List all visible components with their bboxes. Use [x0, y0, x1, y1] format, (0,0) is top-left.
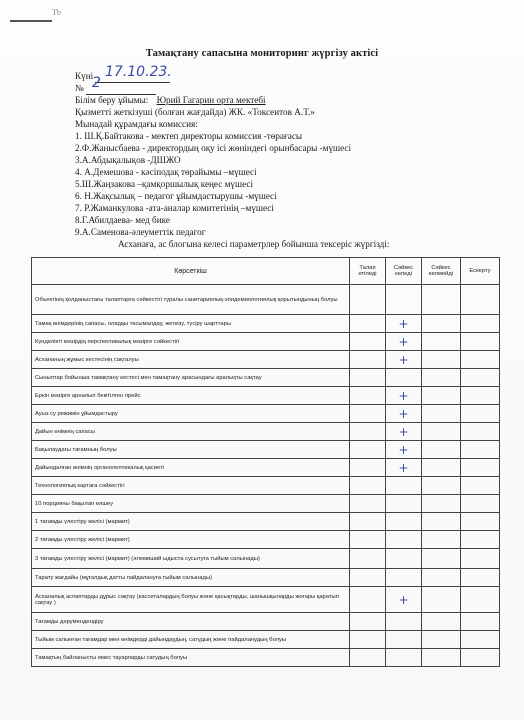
noncompliant-cell	[422, 649, 461, 667]
table-row	[32, 441, 500, 459]
member-9: 9.А.Саменова-әлеуметтік педагог	[75, 227, 206, 237]
required-cell	[350, 315, 386, 333]
table-row	[32, 649, 500, 667]
indicator-cell: 1 тағамды үлестіру желісі (мармит)	[32, 513, 350, 531]
note-cell	[461, 513, 500, 531]
date-line	[75, 71, 93, 82]
compliant-mark-cell	[386, 649, 422, 667]
required-cell	[350, 549, 386, 569]
indicator-cell: Тарату жағдайы (мұғалдық датты пайдалануға тыйым салынады)	[32, 569, 350, 587]
indicator-cell: Объектінің қолданыстағы талаптарға сәйкестігі туралы санитариялық-эпидемиологиялық қорытындының болуы	[32, 285, 350, 315]
required-cell	[350, 369, 386, 387]
table-row	[32, 631, 500, 649]
compliant-mark-cell: +	[386, 351, 422, 369]
required-cell	[350, 495, 386, 513]
compliant-mark-cell: +	[386, 315, 422, 333]
compliant-mark-cell: +	[386, 459, 422, 477]
note-cell	[461, 531, 500, 549]
required-cell	[350, 477, 386, 495]
noncompliant-cell	[422, 387, 461, 405]
required-cell	[350, 531, 386, 549]
required-cell	[350, 459, 386, 477]
noncompliant-cell	[422, 513, 461, 531]
number-value: 2	[92, 75, 101, 91]
indicator-cell: Сыныптар бойынша тамақтану кестесі мен тамақтану арасындағы аралықты сақтау	[32, 369, 350, 387]
compliant-mark-cell	[386, 369, 422, 387]
note-cell	[461, 405, 500, 423]
required-cell	[350, 351, 386, 369]
table-row	[32, 477, 500, 495]
note-cell	[461, 441, 500, 459]
noncompliant-cell	[422, 459, 461, 477]
compliant-mark-cell	[386, 549, 422, 569]
note-cell	[461, 351, 500, 369]
table-row	[32, 569, 500, 587]
noncompliant-cell	[422, 333, 461, 351]
indicator-cell: Тағамды дәрумендендіру	[32, 613, 350, 631]
indicator-cell: Дайындалған өнімнің органолептикалық қасиеті	[32, 459, 350, 477]
noncompliant-cell	[422, 477, 461, 495]
noncompliant-cell	[422, 405, 461, 423]
note-cell	[461, 315, 500, 333]
member-3: 3.А.Абдықалықов -ДШЖО	[75, 155, 181, 165]
compliant-mark-cell	[386, 477, 422, 495]
member-7: 7. Р.Жаманкулова -ата-аналар комитетінің –мүшесі	[75, 203, 274, 213]
member-2: 2.Ф.Жаныcбаева - директордың оқу ісі жөніндегі орынбасары -мүшесі	[75, 143, 352, 153]
table-row	[32, 333, 500, 351]
table-row	[32, 459, 500, 477]
header-note: Ескерту	[461, 258, 500, 285]
school-line	[75, 95, 266, 106]
note-cell	[461, 285, 500, 315]
required-cell	[350, 423, 386, 441]
school-value: Юрий Гагарин орта мектебі	[156, 95, 266, 105]
required-cell	[350, 631, 386, 649]
indicator-cell: Бақылаудағы тағамның болуы	[32, 441, 350, 459]
indicator-cell: 2 тағамды үлестіру желісі (мармит)	[32, 531, 350, 549]
date-underline	[95, 82, 170, 83]
supplier-line: Қызметті жеткізуші (болған жағдайда) ЖК. «Токсеитов А.Т.»	[75, 107, 315, 117]
date-label: Күні	[75, 71, 94, 81]
number-line	[75, 83, 84, 94]
table-row	[32, 285, 500, 315]
note-cell	[461, 495, 500, 513]
noncompliant-cell	[422, 285, 461, 315]
document-title: Тамақтану сапасына мониторинг жүргізу актісі	[145, 48, 379, 59]
table-row	[32, 405, 500, 423]
compliant-mark-cell	[386, 285, 422, 315]
compliant-mark-cell	[386, 531, 422, 549]
noncompliant-cell	[422, 613, 461, 631]
school-label: Білім беру ұйымы:	[75, 95, 149, 105]
indicator-cell: Еркін мәзірге арналып бекітілген прейс	[32, 387, 350, 405]
note-cell	[461, 649, 500, 667]
indicator-cell: Ауыз су режимін ұйымдастыру	[32, 405, 350, 423]
header-compliant: Сәйкес келеді	[386, 258, 422, 285]
indicator-cell: 3 тағамды үлестіру желісі (мармит) (әлемиший ыдыста сусытуға тыйым салынады)	[32, 549, 350, 569]
indicator-cell: Тамақ өнімдерінің сапасы, оларды тасымалдау, жеткізу, түсіру шарттары	[32, 315, 350, 333]
noncompliant-cell	[422, 351, 461, 369]
indicator-cell: Технологиялық картаға сәйкестігі	[32, 477, 350, 495]
compliant-mark-cell	[386, 513, 422, 531]
header-indicator: Көрсеткіш	[32, 258, 350, 285]
required-cell	[350, 513, 386, 531]
inspection-table	[31, 257, 500, 667]
number-label: №	[75, 83, 84, 93]
member-6: 6. Н.Жақсылық – педагог ұйымдастырушы -мүшесі	[75, 191, 277, 201]
corner-note: Tb	[52, 8, 61, 17]
noncompliant-cell	[422, 531, 461, 549]
required-cell	[350, 285, 386, 315]
corner-pen-mark	[10, 20, 52, 22]
note-cell	[461, 423, 500, 441]
indicator-cell: Асхананың жұмыс кестесінің сақталуы	[32, 351, 350, 369]
table-row	[32, 423, 500, 441]
note-cell	[461, 459, 500, 477]
noncompliant-cell	[422, 631, 461, 649]
note-cell	[461, 587, 500, 613]
member-4: 4. А.Демешова - кәсіподақ төрайымы –мүшесі	[75, 167, 257, 177]
note-cell	[461, 333, 500, 351]
note-cell	[461, 369, 500, 387]
closing-line: Асханаға, ас блогына келесі параметрлер бойынша тексеріс жүргізді:	[118, 239, 390, 249]
noncompliant-cell	[422, 369, 461, 387]
noncompliant-cell	[422, 495, 461, 513]
noncompliant-cell	[422, 549, 461, 569]
required-cell	[350, 613, 386, 631]
indicator-cell: Тамақтың байланысты емес тауарларды сатудың болуы	[32, 649, 350, 667]
member-8: 8.Г.Абилдаева- мед бике	[75, 215, 170, 225]
noncompliant-cell	[422, 441, 461, 459]
noncompliant-cell	[422, 423, 461, 441]
table-row	[32, 351, 500, 369]
required-cell	[350, 587, 386, 613]
table-row	[32, 531, 500, 549]
noncompliant-cell	[422, 587, 461, 613]
indicator-cell: 10 порцияны бақылап өлшеу	[32, 495, 350, 513]
required-cell	[350, 387, 386, 405]
required-cell	[350, 333, 386, 351]
table-row	[32, 369, 500, 387]
member-1: 1. Ш.Қ.Байтакова - мектеп директоры комиссия -төрағасы	[75, 131, 303, 141]
required-cell	[350, 405, 386, 423]
table-row	[32, 387, 500, 405]
compliant-mark-cell: +	[386, 333, 422, 351]
required-cell	[350, 569, 386, 587]
indicator-cell: Асханалық аспаптарды дұрыс сақтау (кассеталардың болуы және қасықтарды, шанышқыларды жоғары қаратып сақтау )	[32, 587, 350, 613]
date-value: 17.10.23.	[105, 64, 172, 80]
commission-intro: Мынадай құрамдағы комиссия:	[75, 119, 198, 129]
table-row	[32, 315, 500, 333]
compliant-mark-cell: +	[386, 405, 422, 423]
note-cell	[461, 549, 500, 569]
table-row	[32, 495, 500, 513]
note-cell	[461, 477, 500, 495]
indicator-cell: Күнделікті мәзірдің перспективалық мәзірге сәйкестігі	[32, 333, 350, 351]
header-required: Талап етіледі	[350, 258, 386, 285]
required-cell	[350, 649, 386, 667]
compliant-mark-cell	[386, 613, 422, 631]
required-cell	[350, 441, 386, 459]
table-row	[32, 549, 500, 569]
indicator-cell: Дайын өнімнің сапасы	[32, 423, 350, 441]
noncompliant-cell	[422, 315, 461, 333]
table-row	[32, 513, 500, 531]
compliant-mark-cell	[386, 631, 422, 649]
compliant-mark-cell	[386, 495, 422, 513]
note-cell	[461, 631, 500, 649]
header-noncompliant: Сәйкес келмейді	[422, 258, 461, 285]
note-cell	[461, 613, 500, 631]
compliant-mark-cell: +	[386, 441, 422, 459]
table-row	[32, 587, 500, 613]
compliant-mark-cell	[386, 569, 422, 587]
indicator-cell: Тыйым салынған тағамдар мен өнімдерді дайындаудың, сатудың және пайдаланудың болуы	[32, 631, 350, 649]
note-cell	[461, 569, 500, 587]
compliant-mark-cell: +	[386, 587, 422, 613]
table-header-row	[32, 258, 500, 285]
table-row	[32, 613, 500, 631]
noncompliant-cell	[422, 569, 461, 587]
member-5: 5.Ш.Жаңзакова –қамқоршылық кеңес мүшесі	[75, 179, 254, 189]
compliant-mark-cell: +	[386, 387, 422, 405]
compliant-mark-cell: +	[386, 423, 422, 441]
note-cell	[461, 387, 500, 405]
